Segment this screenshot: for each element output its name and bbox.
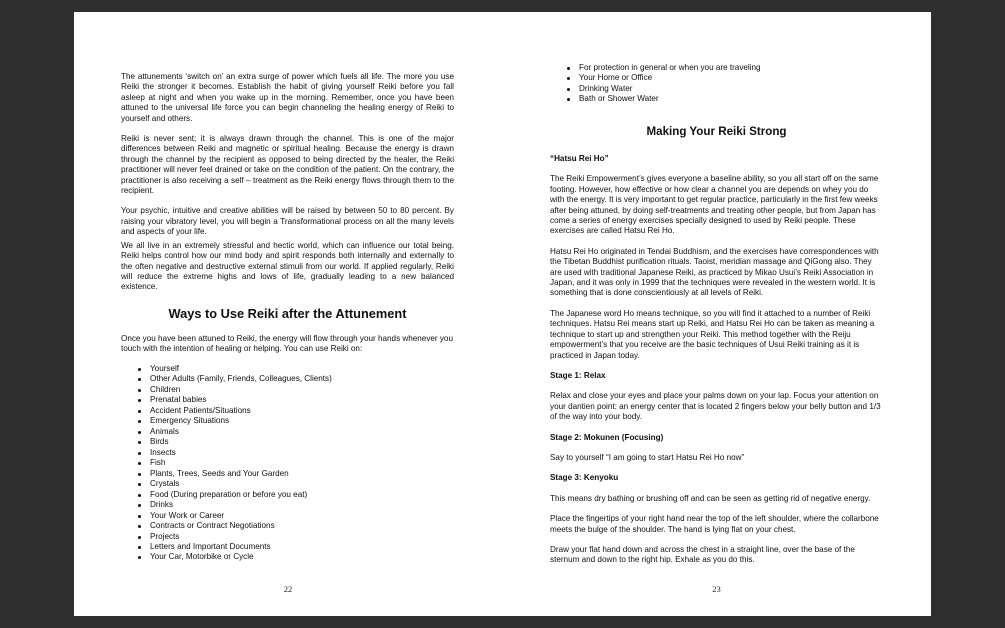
- list-item: For protection in general or when you are traveling: [550, 63, 883, 73]
- paragraph-never-sent: Reiki is never sent; it is always drawn through the channel. This is one of the major differences between Reiki and magnetic or spiritual healing. Because the energy is drawn through the channel by the recipient as opposed to being directed by the healer, the Reiki practitioner will never feel drained or take on the condition of the patient. On the contrary, the practitioner is also receiving a self – treatment as the Reiki energy flows through them to the recipient.: [121, 134, 454, 196]
- page-number: 22: [283, 584, 293, 594]
- list-item: Projects: [121, 532, 454, 542]
- book-spread: [74, 12, 931, 616]
- list-item: Letters and Important Documents: [121, 542, 454, 552]
- stage-2-title: Stage 2: Mokunen (Focusing): [550, 432, 664, 442]
- paragraph-empowerment: The Reiki Empowerment’s gives everyone a baseline ability, so you all start off on the same footing. However, how effective or how clear a channel you are depends on whey you do with the energy. It is very important to get regular practice, particularly in the first few weeks after being attuned, by doing self-treatments and treating other people, but from Japan has come a series of energy exercises specially designed to used by Reiki people. These exercises are called Hatsu Rei Ho.: [550, 174, 879, 236]
- stage-2-text: Say to yourself “I am going to start Hatsu Rei Ho now”: [550, 452, 745, 462]
- list-item: Your Car, Motorbike or Cycle: [121, 552, 454, 562]
- list-item: Your Home or Office: [550, 73, 883, 83]
- left-page-paragraphs: [121, 72, 454, 293]
- right-page-body: [550, 154, 883, 566]
- uses-list-continued: [550, 63, 883, 105]
- stage-1-text: Relax and close your eyes and place your palms down on your lap. Focus your attention on your dantien point: an energy center that is located 2 fingers below your belly button and 1/3 of the way into your body.: [550, 391, 881, 422]
- page-number: 23: [712, 584, 721, 594]
- list-item: Emergency Situations: [121, 416, 454, 426]
- uses-list: [121, 364, 454, 563]
- list-item: Other Adults (Family, Friends, Colleagues, Clients): [121, 374, 454, 384]
- intro-paragraph: Once you have been attuned to Reiki, the energy will flow through your hands whenever you touch with the intention of healing or helping. You can use Reiki on:: [121, 334, 453, 354]
- heading-ways-to-use: Ways to Use Reiki after the Attunement: [168, 306, 407, 321]
- heading-making-reiki-strong: Making Your Reiki Strong: [646, 125, 787, 138]
- paragraph-attunements: The attunements ‘switch on’ an extra surge of power which fuels all life. The more you use Reiki the stronger it becomes. Establish the habit of giving yourself Reiki before you fall asleep at night and when you wake up in the morning. Remember, once you have been attuned to the universal life force you can begin channeling the healing energy of Reiki to yourself and others.: [121, 72, 454, 123]
- paragraph-origin: Hatsu Rei Ho originated in Tendai Buddhism, and the exercises have correspondences with the Tibetan Buddhist purification rituals. Taoist, meridian massage and QiGong also. They are used with traditional Japanese Reiki, as practiced by Mikao Usui’s Reiki Association in Japan, and it was only in 1999 that the techniques were revealed in the western world. It is something that is done conscientiously at all levels of Reiki.: [550, 246, 879, 298]
- right-page: [502, 12, 931, 616]
- list-item: Your Work or Career: [121, 511, 454, 521]
- stage-3-text-2: Place the fingertips of your right hand near the top of the left shoulder, where the collarbone meets the bulge of the shoulder. The hand is lying flat on your chest.: [550, 514, 879, 534]
- list-item: Bath or Shower Water: [550, 94, 883, 104]
- list-item: Animals: [121, 427, 454, 437]
- list-item: Contracts or Contract Negotiations: [121, 521, 454, 531]
- list-item: Food (During preparation or before you eat): [121, 490, 454, 500]
- list-item: Yourself: [121, 364, 454, 374]
- stage-3-text-3: Draw your flat hand down and across the chest in a straight line, over the base of the sternum and down to the right hip. Exhale as you do this.: [550, 544, 855, 565]
- subheading-hatsu-rei-ho: “Hatsu Rei Ho”: [550, 154, 609, 163]
- list-item: Birds: [121, 437, 454, 447]
- list-item: Prenatal babies: [121, 395, 454, 405]
- list-item: Drinking Water: [550, 84, 883, 94]
- stage-3-title: Stage 3: Kenyoku: [550, 473, 619, 483]
- paragraph-stressful-world: We all live in an extremely stressful and hectic world, which can influence our total being. Reiki helps control how our mind body and spirit responds both internally and externally to the often negative and destructive external stimuli from our world. If applied regularly, Reiki will reduce the extreme highs and lows of life, gradually leading to a new balanced existence.: [121, 240, 454, 292]
- paragraph-ho-meaning: The Japanese word Ho means technique, so you will find it attached to a number of Reiki techniques. Hatsu Rei means start up Reiki, and Hatsu Rei Ho can be taken as meaning a technique to start up and strengthen your Reiki. This method together with the Reiju empowerment’s that you receive are the basic techniques of Usui Reiki training as it is practiced in Japan today.: [550, 308, 875, 360]
- list-item: Plants, Trees, Seeds and Your Garden: [121, 469, 454, 479]
- list-item: Accident Patients/Situations: [121, 406, 454, 416]
- stage-1-title: Stage 1: Relax: [550, 370, 606, 380]
- list-item: Fish: [121, 458, 454, 468]
- paragraph-psychic: Your psychic, intuitive and creative abilities will be raised by between 50 to 80 percent. By raising your vibratory level, you will begin a Transformational process on all the many levels and aspects of your life.: [121, 206, 454, 237]
- list-item: Children: [121, 385, 454, 395]
- list-item: Crystals: [121, 479, 454, 489]
- list-item: Insects: [121, 448, 454, 458]
- left-page: [74, 12, 502, 616]
- stage-3-text-1: This means dry bathing or brushing off and can be seen as getting rid of negative energy.: [550, 493, 871, 503]
- list-item: Drinks: [121, 500, 454, 510]
